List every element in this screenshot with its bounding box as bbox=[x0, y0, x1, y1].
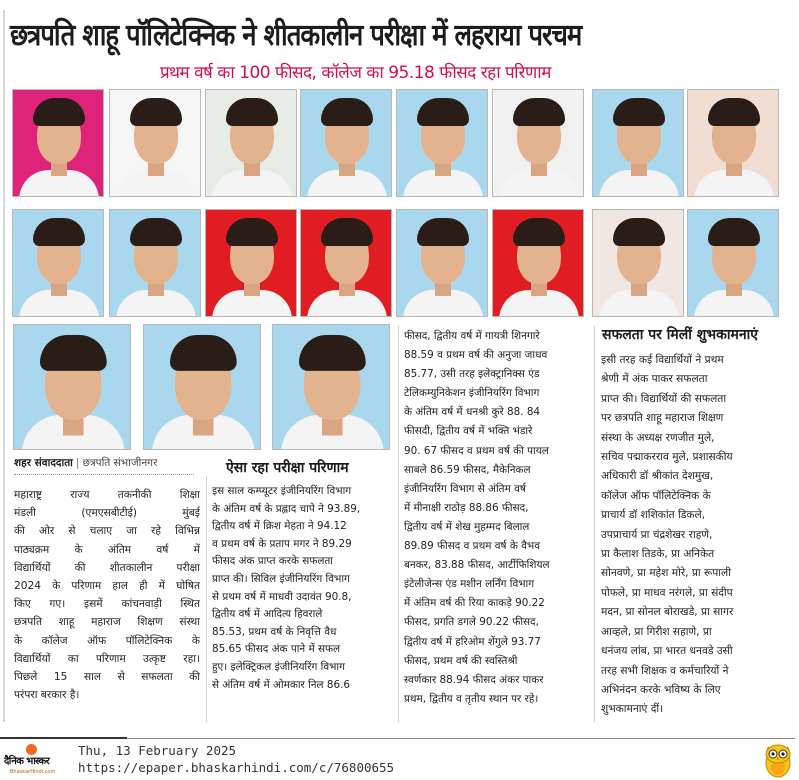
photo-hair bbox=[613, 98, 665, 126]
text-line: हुए। इलेक्ट्रिकल इंजीनियरिंग विभाग bbox=[212, 660, 345, 673]
student-photo bbox=[592, 89, 684, 197]
student-photo bbox=[143, 324, 261, 450]
photo-hair bbox=[226, 218, 278, 246]
text-line: द्वितीय वर्ष में क्रिश मेहता ने 94.12 bbox=[212, 520, 347, 533]
photo-hair bbox=[708, 98, 760, 126]
text-line: प्राचार्य डॉ शशिकांत डिकले, bbox=[601, 509, 706, 522]
byline bbox=[14, 455, 204, 471]
byline-city: छत्रपति संभाजीनगर bbox=[82, 457, 158, 469]
text-line: शुभकामनाएं दीं। bbox=[601, 703, 664, 716]
text-line: श्रेणी में अंक पाकर सफलता bbox=[601, 373, 708, 386]
photo-hair bbox=[417, 98, 469, 126]
brand-logo[interactable] bbox=[4, 742, 64, 776]
wishes-paragraph bbox=[601, 351, 797, 720]
student-photo bbox=[592, 209, 684, 317]
text-line: संस्था के अध्यक्ष रणजीत मुले, bbox=[601, 431, 715, 444]
text-line: में मीनाक्षी राठोड़ 88.86 फीसद, bbox=[404, 501, 529, 514]
student-photo bbox=[687, 89, 779, 197]
photo-hair bbox=[40, 335, 107, 371]
student-photo bbox=[109, 89, 201, 197]
headline: छत्रपति शाहू पॉलिटेक्निक ने शीतकालीन परीक्षा में लहराया परचम bbox=[10, 18, 582, 53]
text-line: 85.53, प्रथम वर्ष के निवृत्ति वैध bbox=[212, 625, 337, 638]
byline-author: शहर संवाददाता bbox=[14, 457, 73, 469]
text-line: की ओर से चलाए जा रहे विभिन्न bbox=[14, 525, 200, 538]
byline-separator: | bbox=[75, 457, 80, 469]
results-heading: ऐसा रहा परीक्षा परिणाम bbox=[226, 460, 349, 476]
text-line: इंजीनियरिंग विभाग से अंतिम वर्ष bbox=[404, 482, 526, 495]
text-line: द्वितीय वर्ष में आदित्य हिवराले bbox=[212, 608, 323, 621]
text-line: फीसद, प्रगति डगले 90.22 फीसद, bbox=[404, 616, 539, 629]
brand-sun-icon bbox=[26, 744, 37, 755]
student-photo bbox=[492, 89, 584, 197]
edition-date: Thu, 13 February 2025 bbox=[78, 743, 237, 758]
text-line: 85.65 फीसद अंक पाने में सफल bbox=[212, 643, 341, 656]
text-line: के अंतिम वर्ष के प्रह्लाद चापे ने 93.89, bbox=[212, 502, 361, 515]
text-line: पिछले 15 साल से सफलता की bbox=[14, 671, 200, 684]
text-line: फीसदी, द्वितीय वर्ष में भक्ति भंडारे bbox=[404, 425, 533, 438]
text-line: से प्रथम वर्ष में माधवी उदावंत 90.8, bbox=[212, 590, 352, 603]
footer-rule-accent bbox=[0, 737, 127, 739]
text-line: परंपरा बरकार है। bbox=[14, 689, 80, 702]
text-line: उपप्राचार्य प्रा चंद्रशेखर राहणे, bbox=[601, 528, 713, 541]
photo-hair bbox=[299, 335, 366, 371]
student-photo bbox=[109, 209, 201, 317]
column-divider bbox=[594, 326, 595, 722]
text-line: मंडली (एमएसबीटीई) मुंबई bbox=[14, 507, 200, 520]
text-line: महाराष्ट्र राज्य तकनीकी शिक्षा bbox=[14, 489, 200, 501]
photo-hair bbox=[513, 98, 565, 126]
text-line: के अंतिम वर्ष में धनश्री कुरे 88. 84 bbox=[404, 406, 541, 419]
text-line: प्राप्त की। सिविल इंजीनियरिंग विभाग bbox=[212, 572, 350, 585]
text-line: आव्हले, प्रा गिरीश सहाणे, प्रा bbox=[601, 625, 712, 638]
text-line: कॉलेज ऑफ पॉलिटेक्निक के bbox=[601, 489, 711, 502]
photo-hair bbox=[130, 98, 182, 126]
text-line: इसी तरह कई विद्यार्थियों ने प्रथम bbox=[601, 354, 724, 366]
text-line: मदन, प्रा सोनल बोराखडे, प्रा सागर bbox=[601, 606, 734, 619]
text-line: में अंतिम वर्ष की रिया काकड़े 90.22 bbox=[404, 597, 545, 610]
student-photo bbox=[396, 209, 488, 317]
student-photo bbox=[12, 209, 104, 317]
text-line: साबले 86.59 फीसद, मैकेनिकल bbox=[404, 463, 531, 476]
intro-paragraph bbox=[14, 486, 200, 704]
photo-hair bbox=[613, 218, 665, 246]
text-line: किए गए। इसमें कांचनवाड़ी स्थित bbox=[14, 598, 200, 611]
text-line: के कॉलेज ऑफ पॉलिटेक्निक के bbox=[14, 634, 200, 647]
text-line: पोफले, प्रा माधव नरंगले, प्रा संदीप bbox=[601, 586, 733, 599]
photo-hair bbox=[33, 218, 85, 246]
student-photo bbox=[272, 324, 390, 450]
photo-hair bbox=[33, 98, 85, 126]
text-line: व प्रथम वर्ष के प्रताप मगर ने 89.29 bbox=[212, 537, 352, 550]
text-line: सोनवणे, प्रा महेश मोरे, प्रा रूपाली bbox=[601, 567, 731, 580]
text-line: फीसद, द्वितीय वर्ष में गायत्री शिनगारे bbox=[404, 330, 540, 342]
photo-hair bbox=[513, 218, 565, 246]
text-line: द्वितीय वर्ष में शेख मुहम्मद बिलाल bbox=[404, 520, 530, 533]
student-photo bbox=[12, 89, 104, 197]
text-line: टेलिकम्युनिकेशन इंजीनियरिंग विभाग bbox=[404, 387, 540, 400]
photo-hair bbox=[321, 98, 373, 126]
student-photo bbox=[300, 89, 392, 197]
photo-hair bbox=[130, 218, 182, 246]
text-line: इस साल कम्प्यूटर इंजीनियरिंग विभाग bbox=[212, 485, 352, 497]
text-line: 2024 के परिणाम हाल ही में घोषित bbox=[14, 580, 200, 593]
text-line: फीसद अंक प्राप्त करके सफलता bbox=[212, 555, 334, 568]
text-line: विद्यार्थियों की शीतकालीन परीक्षा bbox=[14, 561, 200, 574]
text-line: द्वितीय वर्ष में हरिओम शेंगुले 93.77 bbox=[404, 635, 541, 648]
results-column-1 bbox=[212, 483, 396, 694]
text-line: 90. 67 फीसद व प्रथम वर्ष की पायल bbox=[404, 444, 549, 457]
text-line: विद्यार्थियों का परिणाम उत्कृष्ट रहा। bbox=[14, 652, 200, 665]
footer-rule bbox=[10, 738, 795, 739]
text-line: 88.59 व प्रथम वर्ष की अनुजा जाधव bbox=[404, 349, 548, 362]
text-line: 89.89 फीसद व प्रथम वर्ष के वैभव bbox=[404, 540, 540, 553]
text-line: सचिव पद्माकरराव मुले, प्रशासकीय bbox=[601, 451, 733, 464]
text-line: अभिनंदन करके भविष्य के लिए bbox=[601, 683, 721, 696]
text-line: पाठ्यक्रम के अंतिम वर्ष में bbox=[14, 543, 200, 556]
subheadline: प्रथम वर्ष का 100 फीसद, कॉलेज का 95.18 फीसद रहा परिणाम bbox=[160, 63, 551, 83]
owl-icon[interactable] bbox=[762, 740, 794, 778]
text-line: अधिकारी डॉ श्रीकांत देशमुख, bbox=[601, 470, 714, 483]
text-line: प्रथम, द्वितीय व तृतीय स्थान पर रहे। bbox=[404, 692, 539, 705]
text-line: प्रा कैलाश तिडके, प्रा अनिकेत bbox=[601, 548, 715, 561]
student-photo bbox=[492, 209, 584, 317]
text-line: छत्रपति शाहू महाराज शिक्षण संस्था bbox=[14, 616, 200, 629]
student-photo bbox=[205, 89, 297, 197]
photo-hair bbox=[321, 218, 373, 246]
student-photo bbox=[205, 209, 297, 317]
text-line: बनकर, 83.88 फीसद, आर्टीफिशियल bbox=[404, 559, 550, 572]
text-line: धनंजय लांब, प्रा भारत धनवडे उसी bbox=[601, 645, 733, 658]
article-url[interactable]: https://epaper.bhaskarhindi.com/c/76800655 bbox=[78, 760, 395, 775]
text-line: फीसद, प्रथम वर्ष की स्वस्तिश्री bbox=[404, 654, 518, 667]
photo-hair bbox=[170, 335, 237, 371]
photo-hair bbox=[417, 218, 469, 246]
student-photo bbox=[396, 89, 488, 197]
column-divider bbox=[206, 476, 207, 722]
dotted-divider bbox=[14, 474, 194, 475]
text-line: तरह सभी शिक्षक व कर्मचारियों ने bbox=[601, 664, 729, 677]
left-margin-rule bbox=[3, 10, 5, 722]
student-photo bbox=[300, 209, 392, 317]
text-line: पर छत्रपति शाहू महाराज शिक्षण bbox=[601, 412, 724, 425]
student-photo bbox=[13, 324, 131, 450]
brand-site: BhaskarHindi.com bbox=[10, 769, 56, 775]
text-line: 85.77, उसी तरह इलेक्ट्रानिक्स एंड bbox=[404, 368, 540, 381]
text-line: इंटेलीजेन्स एंड मशीन लर्निंग विभाग bbox=[404, 578, 535, 591]
text-line: स्वर्णकार 88.94 फीसद अंकर पाकर bbox=[404, 673, 544, 686]
text-line: से अंतिम वर्ष में ओमकार निल 86.6 bbox=[212, 678, 351, 691]
photo-hair bbox=[226, 98, 278, 126]
student-photo bbox=[687, 209, 779, 317]
text-line: प्राप्त की। विद्यार्थियों की सफलता bbox=[601, 392, 727, 405]
wishes-heading: सफलता पर मिलीं शुभकामनाएं bbox=[602, 327, 759, 343]
results-column-2 bbox=[404, 327, 594, 709]
photo-hair bbox=[708, 218, 760, 246]
brand-name: दैनिक भास्कर bbox=[4, 756, 50, 767]
column-divider bbox=[398, 326, 399, 722]
